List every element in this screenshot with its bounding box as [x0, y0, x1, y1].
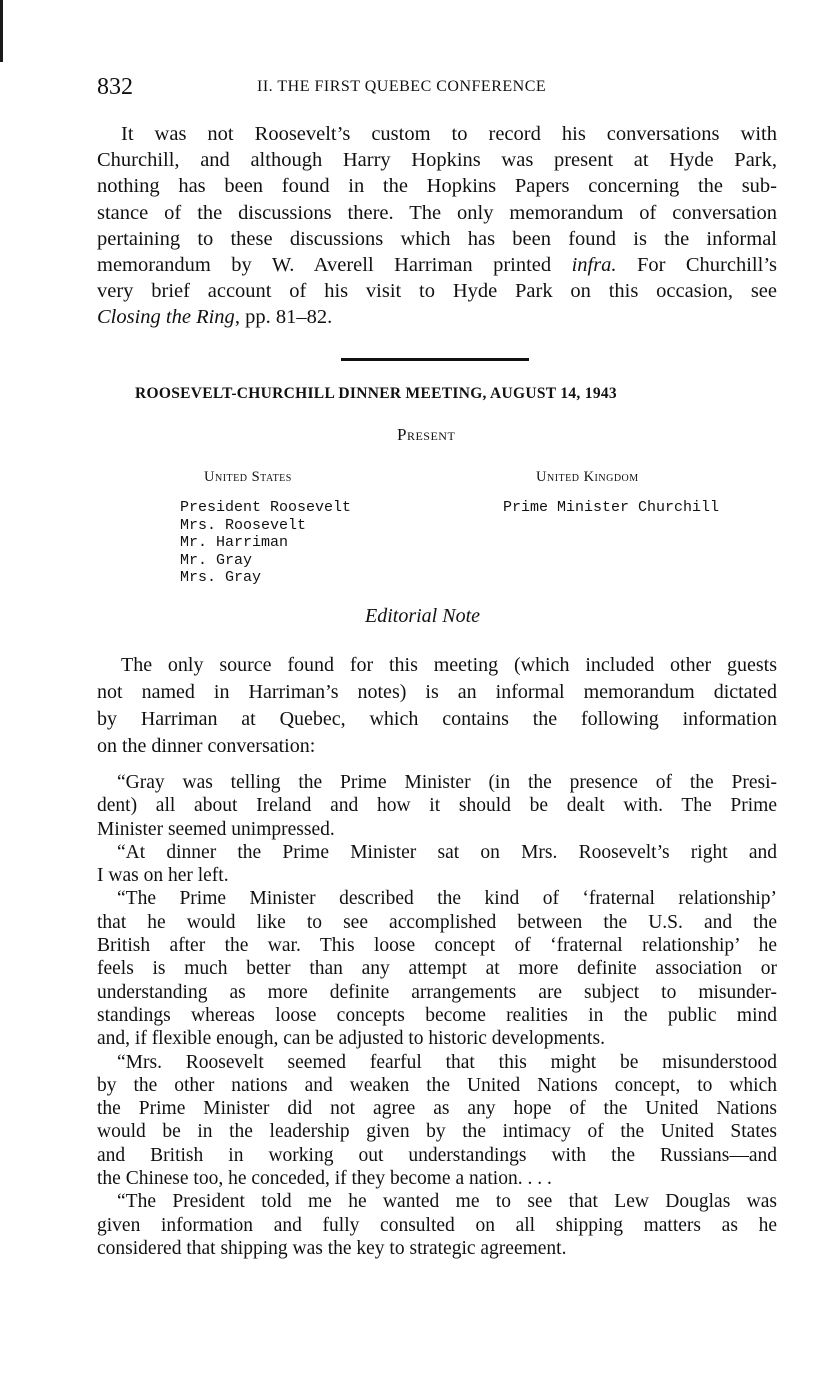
- memorandum-quotes: [97, 771, 777, 1260]
- scan-edge-mark: [0, 0, 3, 62]
- meeting-title: ROOSEVELT-CHURCHILL DINNER MEETING, AUGUST 14, 1943: [135, 385, 617, 402]
- quote-line: “Mrs. Roosevelt seemed fearful that this might be misunderstood: [117, 1051, 777, 1073]
- quote-paragraph: [97, 1051, 777, 1191]
- note-line: on the dinner conversation:: [97, 735, 316, 757]
- intro-line-mixed: [97, 252, 777, 278]
- quote-line: “The Prime Minister described the kind of ‘fraternal relationship’: [117, 888, 777, 910]
- running-head: II. THE FIRST QUEBEC CONFERENCE: [257, 78, 547, 95]
- quote-line: understanding as more definite arrangements are subject to misunder-: [97, 981, 777, 1003]
- intro-line-mixed: [97, 304, 777, 330]
- infra-italic: infra.: [571, 254, 617, 277]
- quote-line: British after the war. This loose concept of ‘fraternal relationship’ he: [97, 935, 777, 957]
- quote-line: standings whereas loose concepts become realities in the public mind: [97, 1004, 777, 1026]
- quote-line: dent) all about Ireland and how it should be dealt with. The Prime: [97, 795, 777, 817]
- page-number: 832: [97, 74, 133, 100]
- intro-line: very brief account of his visit to Hyde Park on this occasion, see: [97, 280, 777, 303]
- us-column-heading: United States: [204, 469, 292, 485]
- uk-column-heading: United Kingdom: [536, 469, 639, 485]
- intro-line: pertaining to these discussions which has been found is the informal: [97, 227, 777, 250]
- attendee: Mr. Gray: [180, 551, 253, 569]
- quote-line: given information and fully consulted on all shipping matters as he: [97, 1214, 777, 1236]
- attendee: President Roosevelt: [180, 499, 352, 516]
- note-line: not named in Harriman’s notes) is an informal memorandum dictated: [97, 681, 777, 703]
- intro-line: nothing has been found in the Hopkins Papers concerning the sub-: [97, 175, 777, 198]
- quote-line: the Prime Minister did not agree as any hope of the United Nations: [97, 1098, 777, 1120]
- uk-attendee-list: [503, 499, 719, 517]
- quote-line: “Gray was telling the Prime Minister (in the presence of the Presi-: [117, 772, 777, 793]
- intro-text: For Churchill’s: [616, 254, 777, 277]
- quote-paragraph: [97, 771, 777, 841]
- intro-line: Churchill, and although Harry Hopkins was present at Hyde Park,: [97, 149, 777, 172]
- quote-line: I was on her left.: [97, 865, 229, 887]
- quote-line: and British in working out understandings with the Russians—and: [97, 1144, 777, 1166]
- book-title-italic: Closing the Ring: [97, 306, 235, 329]
- us-attendee-list: [180, 499, 351, 587]
- quote-line: that he would like to see accomplished between the U.S. and the: [97, 911, 777, 933]
- note-line: by Harriman at Quebec, which contains the following information: [97, 708, 777, 730]
- intro-text: , pp. 81–82.: [234, 306, 333, 329]
- quote-paragraph: [97, 1190, 777, 1260]
- note-line: The only source found for this meeting (which included other guests: [121, 654, 777, 676]
- quote-line: “At dinner the Prime Minister sat on Mrs. Roosevelt’s right and: [117, 841, 777, 863]
- attendee: Mrs. Roosevelt: [180, 516, 307, 534]
- intro-text: memorandum by W. Averell Harriman printed: [97, 254, 572, 277]
- intro-line: It was not Roosevelt’s custom to record his conversations with: [121, 123, 777, 145]
- quote-line: by the other nations and weaken the United Nations concept, to which: [97, 1074, 777, 1096]
- quote-line: Minister seemed unimpressed.: [97, 818, 335, 840]
- page-header: [97, 72, 777, 106]
- editorial-note-paragraph: [97, 652, 777, 760]
- quote-line: and, if flexible enough, can be adjusted to historic developments.: [97, 1028, 605, 1050]
- intro-paragraph: [97, 121, 777, 331]
- quote-line: would be in the leadership given by the intimacy of the United States: [97, 1121, 777, 1143]
- quote-line: feels is much better than any attempt at more definite association or: [97, 958, 777, 980]
- present-heading: Present: [397, 425, 456, 444]
- quote-paragraph: [97, 841, 777, 888]
- quote-paragraph: [97, 887, 777, 1050]
- quote-line: considered that shipping was the key to strategic agreement.: [97, 1237, 567, 1259]
- quote-line: the Chinese too, he conceded, if they become a nation. . . .: [97, 1168, 552, 1190]
- attendee: Prime Minister Churchill: [503, 499, 720, 516]
- editorial-note-heading: Editorial Note: [365, 605, 480, 627]
- attendee: Mr. Harriman: [180, 534, 289, 552]
- quote-line: “The President told me he wanted me to see that Lew Douglas was: [117, 1191, 777, 1213]
- section-divider: [341, 358, 529, 361]
- attendee: Mrs. Gray: [180, 569, 262, 587]
- intro-line: stance of the discussions there. The only memorandum of conversation: [97, 201, 777, 224]
